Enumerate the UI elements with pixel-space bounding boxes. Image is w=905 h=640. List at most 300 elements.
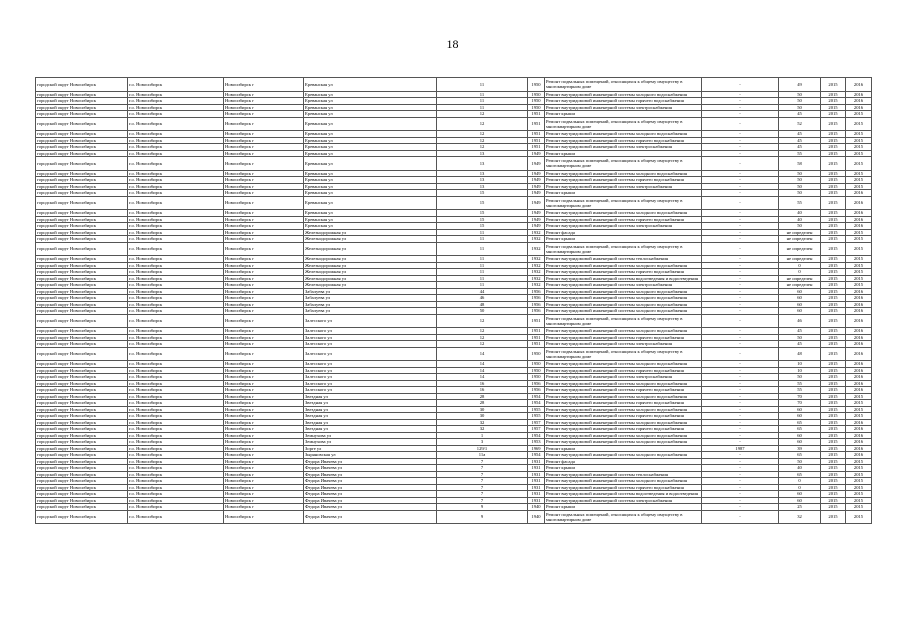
house-number-cell: 13 (437, 157, 528, 171)
street-cell: Федора Ивачева ул (304, 458, 437, 465)
previous-repair-cell: - (702, 374, 779, 381)
locality-cell: Новосибирск г (224, 256, 304, 263)
start-year-cell: 2015 (821, 413, 846, 420)
district-cell: городской округ Новосибирск (36, 229, 128, 236)
build-year-cell: 1951 (528, 131, 545, 138)
street-cell: Ереванская ул (304, 104, 437, 111)
settlement-cell: г.о. Новосибирск (128, 144, 224, 151)
locality-cell: Новосибирск г (224, 314, 304, 328)
start-year-cell: 2015 (821, 452, 846, 459)
locality-cell: Новосибирск г (224, 380, 304, 387)
end-year-cell: 2015 (846, 242, 872, 256)
wear-percent-cell: 45 (779, 328, 821, 335)
locality-cell: Новосибирск г (224, 150, 304, 157)
work-type-cell: Ремонт внутридомовой инженерной системы холодного водоснабжения (545, 419, 702, 426)
build-year-cell: 1950 (528, 91, 545, 98)
build-year-cell: 1949 (528, 170, 545, 177)
wear-percent-cell: 46 (779, 314, 821, 328)
district-cell: городской округ Новосибирск (36, 380, 128, 387)
previous-repair-cell: - (702, 111, 779, 118)
street-cell: Ереванская ул (304, 170, 437, 177)
end-year-cell: 2016 (846, 334, 872, 341)
end-year-cell: 2015 (846, 256, 872, 263)
district-cell: городской округ Новосибирск (36, 432, 128, 439)
build-year-cell: 1956 (528, 295, 545, 302)
previous-repair-cell: - (702, 78, 779, 92)
district-cell: городской округ Новосибирск (36, 478, 128, 485)
build-year-cell: 1950 (528, 104, 545, 111)
start-year-cell: 2015 (821, 170, 846, 177)
house-number-cell: 12 (437, 314, 528, 328)
build-year-cell: 1932 (528, 242, 545, 256)
street-cell: Звездная ул (304, 426, 437, 433)
settlement-cell: г.о. Новосибирск (128, 308, 224, 315)
street-cell: Ереванская ул (304, 131, 437, 138)
district-cell: городской округ Новосибирск (36, 314, 128, 328)
street-cell: Земнухова ул (304, 439, 437, 446)
end-year-cell: 2016 (846, 288, 872, 295)
build-year-cell: 1954 (528, 400, 545, 407)
wear-percent-cell: 55 (779, 387, 821, 394)
house-number-cell: 14 (437, 361, 528, 368)
wear-percent-cell: 50 (779, 223, 821, 230)
house-number-cell: 129/1 (437, 445, 528, 452)
settlement-cell: г.о. Новосибирск (128, 269, 224, 276)
start-year-cell: 2015 (821, 137, 846, 144)
end-year-cell: 2016 (846, 301, 872, 308)
house-number-cell: 7 (437, 478, 528, 485)
previous-repair-cell: - (702, 426, 779, 433)
house-number-cell: 11 (437, 78, 528, 92)
previous-repair-cell: - (702, 223, 779, 230)
previous-repair-cell: - (702, 104, 779, 111)
work-type-cell: Ремонт подвальных помещений, относящихся к общему имуществу в многоквартирном доме (545, 242, 702, 256)
start-year-cell: 2015 (821, 157, 846, 171)
house-number-cell: 14 (437, 367, 528, 374)
district-cell: городской округ Новосибирск (36, 361, 128, 368)
street-cell: Федора Ивачева ул (304, 504, 437, 511)
table-row (36, 157, 872, 171)
district-cell: городской округ Новосибирск (36, 295, 128, 302)
wear-percent-cell: 40 (779, 465, 821, 472)
locality-cell: Новосибирск г (224, 478, 304, 485)
street-cell: Ереванская ул (304, 157, 437, 171)
end-year-cell: 2016 (846, 78, 872, 92)
settlement-cell: г.о. Новосибирск (128, 478, 224, 485)
house-number-cell: 11 (437, 236, 528, 243)
district-cell: городской округ Новосибирск (36, 216, 128, 223)
wear-percent-cell: 40 (779, 210, 821, 217)
end-year-cell: 2016 (846, 98, 872, 105)
locality-cell: Новосибирск г (224, 367, 304, 374)
end-year-cell: 2015 (846, 269, 872, 276)
locality-cell: Новосибирск г (224, 144, 304, 151)
settlement-cell: г.о. Новосибирск (128, 196, 224, 210)
house-number-cell: 7 (437, 497, 528, 504)
end-year-cell: 2016 (846, 367, 872, 374)
settlement-cell: г.о. Новосибирск (128, 137, 224, 144)
work-type-cell: Ремонт внутридомовой инженерной системы электроснабжения (545, 183, 702, 190)
start-year-cell: 2015 (821, 236, 846, 243)
start-year-cell: 2015 (821, 308, 846, 315)
locality-cell: Новосибирск г (224, 177, 304, 184)
locality-cell: Новосибирск г (224, 98, 304, 105)
build-year-cell: 1931 (528, 497, 545, 504)
table-body (36, 78, 872, 524)
street-cell: Федора Ивачева ул (304, 478, 437, 485)
wear-percent-cell: 60 (779, 497, 821, 504)
district-cell: городской округ Новосибирск (36, 471, 128, 478)
end-year-cell: 2015 (846, 400, 872, 407)
build-year-cell: 1950 (528, 367, 545, 374)
street-cell: Федора Ивачева ул (304, 510, 437, 524)
district-cell: городской округ Новосибирск (36, 367, 128, 374)
locality-cell: Новосибирск г (224, 282, 304, 289)
work-type-cell: Ремонт крыши (545, 111, 702, 118)
street-cell: Залесского ул (304, 387, 437, 394)
start-year-cell: 2015 (821, 497, 846, 504)
start-year-cell: 2015 (821, 328, 846, 335)
page-number: 18 (446, 37, 459, 51)
wear-percent-cell: не определен (779, 229, 821, 236)
house-number-cell: 46 (437, 295, 528, 302)
build-year-cell: 1950 (528, 347, 545, 361)
work-type-cell: Ремонт внутридомовой инженерной системы водоотведения и водоотведения (545, 491, 702, 498)
locality-cell: Новосибирск г (224, 275, 304, 282)
house-number-cell: 7 (437, 465, 528, 472)
repair-schedule-table (35, 77, 872, 524)
house-number-cell: 30 (437, 413, 528, 420)
district-cell: городской округ Новосибирск (36, 78, 128, 92)
end-year-cell: 2016 (846, 210, 872, 217)
build-year-cell: 1956 (528, 301, 545, 308)
wear-percent-cell: 50 (779, 374, 821, 381)
build-year-cell: 1931 (528, 478, 545, 485)
house-number-cell: 12 (437, 334, 528, 341)
work-type-cell: Ремонт внутридомовой инженерной системы электроснабжения (545, 144, 702, 151)
house-number-cell: 32 (437, 426, 528, 433)
street-cell: Забалуева ул (304, 308, 437, 315)
district-cell: городской округ Новосибирск (36, 104, 128, 111)
work-type-cell: Ремонт крыши (545, 190, 702, 197)
previous-repair-cell: - (702, 308, 779, 315)
end-year-cell: 2015 (846, 465, 872, 472)
street-cell: Зыряновская ул (304, 452, 437, 459)
wear-percent-cell: 50 (779, 170, 821, 177)
wear-percent-cell: не определен (779, 242, 821, 256)
previous-repair-cell: - (702, 458, 779, 465)
locality-cell: Новосибирск г (224, 413, 304, 420)
work-type-cell: Ремонт внутридомовой инженерной системы холодного водоснабжения (545, 393, 702, 400)
previous-repair-cell: - (702, 117, 779, 131)
work-type-cell: Ремонт внутридомовой инженерной системы холодного водоснабжения (545, 170, 702, 177)
work-type-cell: Ремонт внутридомовой инженерной системы теплоснабжения (545, 256, 702, 263)
start-year-cell: 2015 (821, 432, 846, 439)
wear-percent-cell: 55 (779, 196, 821, 210)
district-cell: городской округ Новосибирск (36, 341, 128, 348)
work-type-cell: Ремонт подвальных помещений, относящихся к общему имуществу в многоквартирном доме (545, 78, 702, 92)
previous-repair-cell: - (702, 236, 779, 243)
previous-repair-cell: - (702, 419, 779, 426)
locality-cell: Новосибирск г (224, 491, 304, 498)
settlement-cell: г.о. Новосибирск (128, 380, 224, 387)
previous-repair-cell: - (702, 491, 779, 498)
locality-cell: Новосибирск г (224, 91, 304, 98)
district-cell: городской округ Новосибирск (36, 177, 128, 184)
end-year-cell: 2016 (846, 419, 872, 426)
build-year-cell: 1954 (528, 432, 545, 439)
work-type-cell: Ремонт внутридомовой инженерной системы электроснабжения (545, 104, 702, 111)
work-type-cell: Ремонт внутридомовой инженерной системы горячего водоснабжения (545, 98, 702, 105)
locality-cell: Новосибирск г (224, 262, 304, 269)
street-cell: Залесского ул (304, 347, 437, 361)
work-type-cell: Ремонт внутридомовой инженерной системы горячего водоснабжения (545, 334, 702, 341)
wear-percent-cell: 39 (779, 445, 821, 452)
start-year-cell: 2015 (821, 367, 846, 374)
district-cell: городской округ Новосибирск (36, 413, 128, 420)
start-year-cell: 2015 (821, 465, 846, 472)
locality-cell: Новосибирск г (224, 465, 304, 472)
street-cell: Ереванская ул (304, 223, 437, 230)
settlement-cell: г.о. Новосибирск (128, 341, 224, 348)
previous-repair-cell: - (702, 275, 779, 282)
district-cell: городской округ Новосибирск (36, 196, 128, 210)
work-type-cell: Ремонт внутридомовой инженерной системы теплоснабжения (545, 471, 702, 478)
work-type-cell: Ремонт внутридомовой инженерной системы холодного водоснабжения (545, 380, 702, 387)
start-year-cell: 2015 (821, 242, 846, 256)
start-year-cell: 2015 (821, 393, 846, 400)
previous-repair-cell: - (702, 347, 779, 361)
previous-repair-cell: - (702, 170, 779, 177)
locality-cell: Новосибирск г (224, 374, 304, 381)
house-number-cell: 15 (437, 210, 528, 217)
street-cell: Ереванская ул (304, 196, 437, 210)
start-year-cell: 2015 (821, 275, 846, 282)
house-number-cell: 15 (437, 216, 528, 223)
previous-repair-cell: - (702, 229, 779, 236)
street-cell: Залесского ул (304, 374, 437, 381)
street-cell: Звездная ул (304, 419, 437, 426)
start-year-cell: 2015 (821, 458, 846, 465)
end-year-cell: 2015 (846, 170, 872, 177)
build-year-cell: 1951 (528, 314, 545, 328)
street-cell: Железнодорожная ул (304, 256, 437, 263)
previous-repair-cell: - (702, 262, 779, 269)
locality-cell: Новосибирск г (224, 328, 304, 335)
previous-repair-cell: - (702, 510, 779, 524)
end-year-cell: 2015 (846, 275, 872, 282)
build-year-cell: 1957 (528, 426, 545, 433)
wear-percent-cell: 45 (779, 111, 821, 118)
street-cell: Федора Ивачева ул (304, 497, 437, 504)
work-type-cell: Ремонт крыши (545, 465, 702, 472)
start-year-cell: 2015 (821, 374, 846, 381)
house-number-cell: 12 (437, 328, 528, 335)
build-year-cell: 1932 (528, 269, 545, 276)
wear-percent-cell: 58 (779, 157, 821, 171)
work-type-cell: Ремонт внутридомовой инженерной системы холодного водоснабжения (545, 295, 702, 302)
build-year-cell: 1951 (528, 334, 545, 341)
locality-cell: Новосибирск г (224, 308, 304, 315)
build-year-cell: 1951 (528, 144, 545, 151)
district-cell: городской округ Новосибирск (36, 262, 128, 269)
work-type-cell: Ремонт крыши (545, 445, 702, 452)
street-cell: Залесского ул (304, 380, 437, 387)
wear-percent-cell: 60 (779, 295, 821, 302)
end-year-cell: 2015 (846, 262, 872, 269)
street-cell: Залесского ул (304, 334, 437, 341)
build-year-cell: 1951 (528, 341, 545, 348)
start-year-cell: 2015 (821, 91, 846, 98)
house-number-cell: 11 (437, 282, 528, 289)
house-number-cell: 12 (437, 341, 528, 348)
street-cell: Ереванская ул (304, 210, 437, 217)
end-year-cell: 2016 (846, 374, 872, 381)
build-year-cell: 1954 (528, 393, 545, 400)
settlement-cell: г.о. Новосибирск (128, 458, 224, 465)
settlement-cell: г.о. Новосибирск (128, 393, 224, 400)
work-type-cell: Ремонт внутридомовой инженерной системы холодного водоснабжения (545, 262, 702, 269)
district-cell: городской округ Новосибирск (36, 144, 128, 151)
start-year-cell: 2015 (821, 301, 846, 308)
work-type-cell: Ремонт внутридомовой инженерной системы горячего водоснабжения (545, 387, 702, 394)
wear-percent-cell: не определен (779, 256, 821, 263)
end-year-cell: 2016 (846, 308, 872, 315)
locality-cell: Новосибирск г (224, 78, 304, 92)
work-type-cell: Ремонт подвальных помещений, относящихся к общему имуществу в многоквартирном доме (545, 196, 702, 210)
district-cell: городской округ Новосибирск (36, 236, 128, 243)
street-cell: Ереванская ул (304, 117, 437, 131)
build-year-cell: 1950 (528, 78, 545, 92)
start-year-cell: 2015 (821, 131, 846, 138)
wear-percent-cell: 45 (779, 131, 821, 138)
street-cell: Федора Ивачева ул (304, 491, 437, 498)
settlement-cell: г.о. Новосибирск (128, 177, 224, 184)
work-type-cell: Ремонт подвальных помещений, относящихся к общему имуществу в многоквартирном доме (545, 314, 702, 328)
district-cell: городской округ Новосибирск (36, 117, 128, 131)
end-year-cell: 2016 (846, 361, 872, 368)
locality-cell: Новосибирск г (224, 419, 304, 426)
street-cell: Забалуева ул (304, 288, 437, 295)
locality-cell: Новосибирск г (224, 295, 304, 302)
start-year-cell: 2015 (821, 190, 846, 197)
start-year-cell: 2015 (821, 334, 846, 341)
locality-cell: Новосибирск г (224, 210, 304, 217)
end-year-cell: 2015 (846, 478, 872, 485)
end-year-cell: 2015 (846, 491, 872, 498)
start-year-cell: 2015 (821, 117, 846, 131)
build-year-cell: 1932 (528, 229, 545, 236)
district-cell: городской округ Новосибирск (36, 275, 128, 282)
previous-repair-cell: - (702, 380, 779, 387)
house-number-cell: 14 (437, 347, 528, 361)
previous-repair-cell: - (702, 183, 779, 190)
settlement-cell: г.о. Новосибирск (128, 301, 224, 308)
work-type-cell: Ремонт фасада (545, 229, 702, 236)
build-year-cell: 1951 (528, 137, 545, 144)
locality-cell: Новосибирск г (224, 229, 304, 236)
locality-cell: Новосибирск г (224, 137, 304, 144)
build-year-cell: 1955 (528, 406, 545, 413)
street-cell: Зорге ул (304, 445, 437, 452)
settlement-cell: г.о. Новосибирск (128, 328, 224, 335)
locality-cell: Новосибирск г (224, 183, 304, 190)
district-cell: городской округ Новосибирск (36, 223, 128, 230)
settlement-cell: г.о. Новосибирск (128, 104, 224, 111)
work-type-cell: Ремонт внутридомовой инженерной системы холодного водоснабжения (545, 308, 702, 315)
locality-cell: Новосибирск г (224, 341, 304, 348)
build-year-cell: 1956 (528, 288, 545, 295)
street-cell: Железнодорожная ул (304, 275, 437, 282)
build-year-cell: 1931 (528, 471, 545, 478)
start-year-cell: 2015 (821, 288, 846, 295)
work-type-cell: Ремонт крыши (545, 150, 702, 157)
work-type-cell: Ремонт внутридомовой инженерной системы холодного водоснабжения (545, 288, 702, 295)
start-year-cell: 2015 (821, 262, 846, 269)
wear-percent-cell: 60 (779, 406, 821, 413)
settlement-cell: г.о. Новосибирск (128, 504, 224, 511)
work-type-cell: Ремонт внутридомовой инженерной системы холодного водоснабжения (545, 439, 702, 446)
previous-repair-cell: - (702, 439, 779, 446)
table-row (36, 78, 872, 92)
start-year-cell: 2015 (821, 98, 846, 105)
house-number-cell: 9 (437, 504, 528, 511)
wear-percent-cell: не определен (779, 275, 821, 282)
wear-percent-cell: 50 (779, 458, 821, 465)
locality-cell: Новосибирск г (224, 131, 304, 138)
build-year-cell: 1954 (528, 452, 545, 459)
settlement-cell: г.о. Новосибирск (128, 497, 224, 504)
start-year-cell: 2015 (821, 216, 846, 223)
house-number-cell: 12 (437, 111, 528, 118)
district-cell: городской округ Новосибирск (36, 497, 128, 504)
house-number-cell: 7 (437, 458, 528, 465)
district-cell: городской округ Новосибирск (36, 131, 128, 138)
end-year-cell: 2015 (846, 504, 872, 511)
table-row (36, 196, 872, 210)
street-cell: Федора Ивачева ул (304, 465, 437, 472)
house-number-cell: 48 (437, 301, 528, 308)
wear-percent-cell: 60 (779, 491, 821, 498)
start-year-cell: 2015 (821, 111, 846, 118)
previous-repair-cell: 1987 (702, 445, 779, 452)
previous-repair-cell: - (702, 242, 779, 256)
start-year-cell: 2015 (821, 484, 846, 491)
district-cell: городской округ Новосибирск (36, 347, 128, 361)
street-cell: Залесского ул (304, 361, 437, 368)
locality-cell: Новосибирск г (224, 190, 304, 197)
start-year-cell: 2015 (821, 256, 846, 263)
wear-percent-cell: не определен (779, 282, 821, 289)
start-year-cell: 2015 (821, 144, 846, 151)
table-row (36, 314, 872, 328)
start-year-cell: 2015 (821, 491, 846, 498)
work-type-cell: Ремонт внутридомовой инженерной системы холодного водоснабжения (545, 452, 702, 459)
locality-cell: Новосибирск г (224, 236, 304, 243)
wear-percent-cell: 60 (779, 301, 821, 308)
start-year-cell: 2015 (821, 269, 846, 276)
settlement-cell: г.о. Новосибирск (128, 223, 224, 230)
start-year-cell: 2015 (821, 210, 846, 217)
start-year-cell: 2015 (821, 183, 846, 190)
end-year-cell: 2016 (846, 104, 872, 111)
table-row (36, 510, 872, 524)
wear-percent-cell: не определен (779, 236, 821, 243)
settlement-cell: г.о. Новосибирск (128, 406, 224, 413)
settlement-cell: г.о. Новосибирск (128, 374, 224, 381)
settlement-cell: г.о. Новосибирск (128, 445, 224, 452)
locality-cell: Новосибирск г (224, 393, 304, 400)
